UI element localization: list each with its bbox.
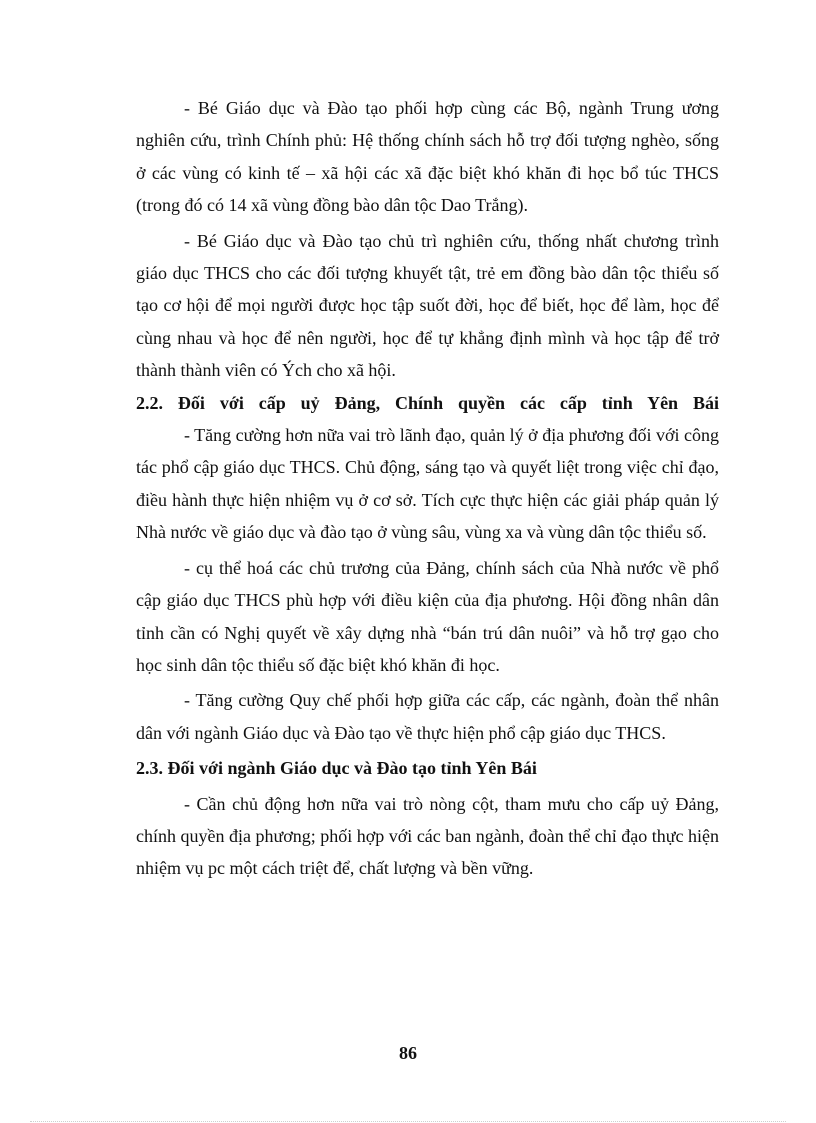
body-text [136,92,719,885]
page-bottom-divider [30,1121,786,1122]
paragraph-ministry-policy: - Bé Giáo dục và Đào tạo phối hợp cùng các Bộ, ngành Trung ương nghiên cứu, trình Chính phủ: Hệ thống chính sách hỗ trợ đối tượng nghèo, sống ở các vùng có kinh tế – xã hội các xã đặc biệt khó khăn đi học bổ túc THCS (trong đó có 14 xã vùng đồng bào dân tộc Dao Trắng). [136,98,719,216]
page-number: 86 [399,1043,417,1063]
paragraph-ministry-curriculum: - Bé Giáo dục và Đào tạo chủ trì nghiên cứu, thống nhất chương trình giáo dục THCS cho các đối tượng khuyết tật, trẻ em đồng bào dân tộc thiểu số tạo cơ hội để mọi người được học tập suốt đời, học để biết, học để làm, học để cùng nhau và học để nên người, học để tự khẳng định mình và học tập để trở thành thành viên có Ých cho xã hội. [136,230,719,381]
paragraph-policy-implementation: - cụ thể hoá các chủ trương của Đảng, chính sách của Nhà nước về phổ cập giáo dục THCS phù hợp với điều kiện của địa phương. Hội đồng nhân dân tỉnh cần có Nghị quyết về xây dựng nhà “bán trú dân nuôi” và hỗ trợ gạo cho học sinh dân tộc thiểu số đặc biệt khó khăn đi học. [136,557,719,675]
paragraph-coordination: - Tăng cường Quy chế phối hợp giữa các cấp, các ngành, đoàn thể nhân dân với ngành Giáo dục và Đào tạo về thực hiện phổ cập giáo dục THCS. [136,690,719,743]
paragraph-leadership: - Tăng cường hơn nữa vai trò lãnh đạo, quản lý ở địa phương đối với công tác phổ cập giáo dục THCS. Chủ động, sáng tạo và quyết liệt trong việc chỉ đạo, điều hành thực hiện nhiệm vụ ở cơ sở. Tích cực thực hiện các giải pháp quản lý Nhà nước về giáo dục và đào tạo ở vùng sâu, vùng xa và vùng dân tộc thiểu số. [136,425,719,543]
section-heading-2-3: 2.3. Đối với ngành Giáo dục và Đào tạo tỉnh Yên Bái [136,758,537,779]
paragraph-education-sector: - Cần chủ động hơn nữa vai trò nòng cột, tham mưu cho cấp uỷ Đảng, chính quyền địa phương; phối hợp với các ban ngành, đoàn thể chỉ đạo thực hiện nhiệm vụ pc một cách triệt để, chất lượng và bền vững. [136,793,719,879]
section-heading-2-2: 2.2. Đối với cấp uỷ Đảng, Chính quyền các cấp tỉnh Yên Bái [136,392,719,413]
